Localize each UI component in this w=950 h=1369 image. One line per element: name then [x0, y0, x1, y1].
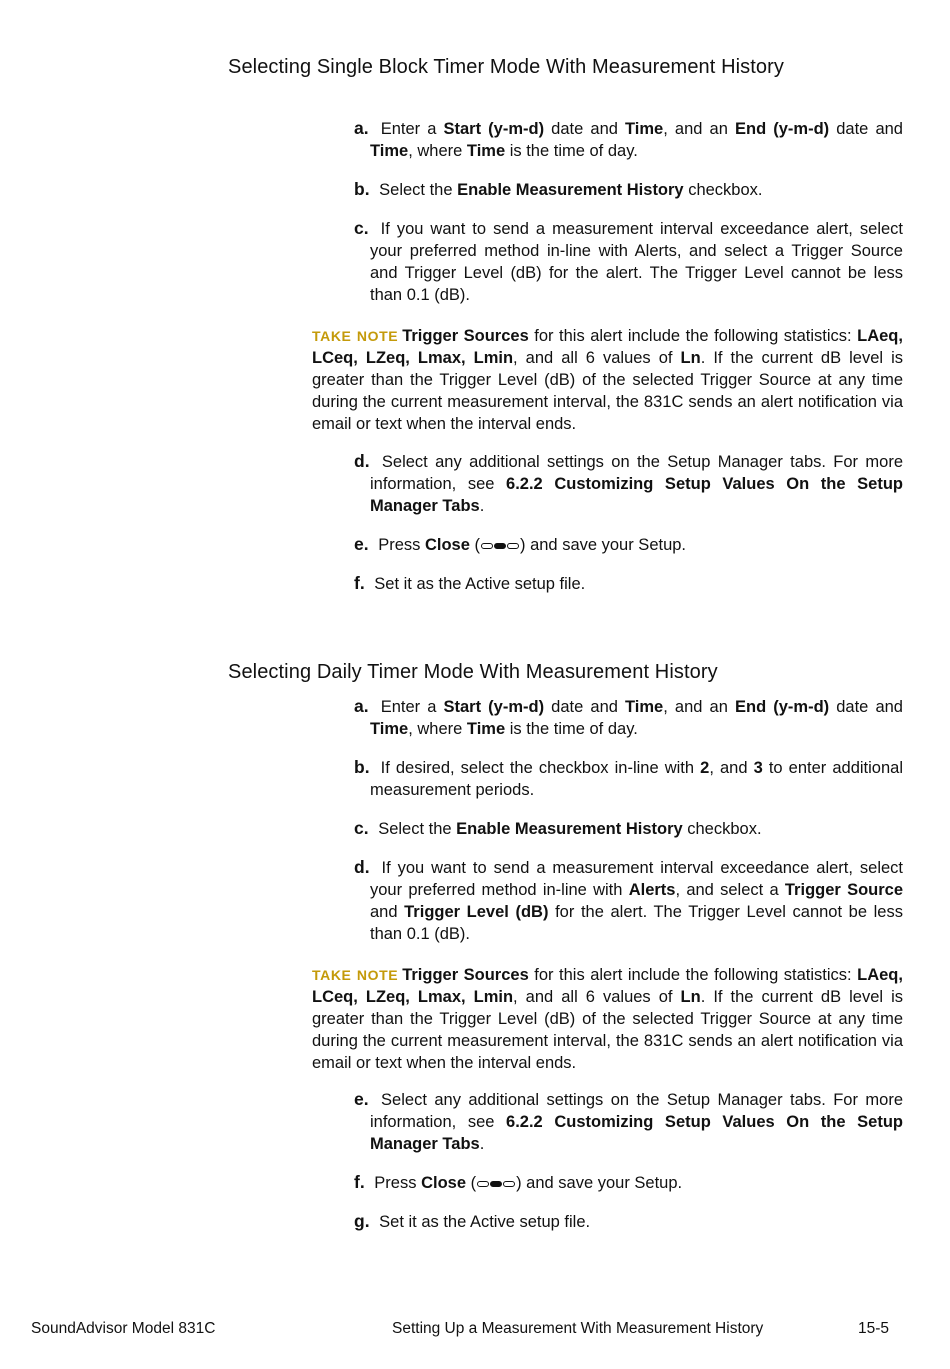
step-d: d. Select any additional settings on the Setup Manager tabs. For more information, see 6.2.2 Customizing Setup Values On the Setup Manager Tabs.: [354, 451, 903, 515]
step-e: e. Select any additional settings on the Setup Manager tabs. For more information, see 6.2.2 Customizing Setup Values On the Setup Manager Tabs.: [354, 1089, 903, 1153]
footer-product-name: SoundAdvisor Model 831C: [31, 1320, 216, 1337]
steps-daily-cont: [354, 1088, 903, 1249]
step-b: b. Select the Enable Measurement History checkbox.: [354, 179, 763, 199]
step-a: a. Enter a Start (y-m-d) date and Time, and an End (y-m-d) date and Time, where Time is the time of day.: [354, 696, 903, 738]
take-note-daily: TAKE NOTE Trigger Sources for this alert include the following statistics: LAeq, LCeq, LZeq, Lmax, Lmin, and all 6 values of Ln. If the current dB level is greater than the Trigger Level (dB) of the selected Trigger Source at any time during the current measurement interval, the 831C sends an alert notification via email or text when the interval ends.: [312, 966, 903, 1072]
step-g: g. Set it as the Active setup file.: [354, 1211, 591, 1231]
step-c: c. Select the Enable Measurement History checkbox.: [354, 818, 762, 838]
section-heading-daily: Selecting Daily Timer Mode With Measurement History: [228, 661, 718, 683]
section-heading-single-block: Selecting Single Block Timer Mode With Measurement History: [228, 56, 785, 78]
steps-single-block: [354, 117, 903, 322]
steps-daily: [354, 695, 903, 961]
step-f: f. Press Close ( ) and save your Setup.: [354, 1172, 683, 1192]
step-e: e. Press Close ( ) and save your Setup.: [354, 534, 687, 554]
step-c: c. If you want to send a measurement interval exceedance alert, select your preferred method in-line with Alerts, and select a Trigger Source and Trigger Level (dB) for the alert. The Trigger Level cannot be less than 0.1 (dB).: [354, 218, 903, 304]
close-button-icon: [481, 543, 519, 549]
close-button-icon: [477, 1181, 515, 1187]
step-d: d. If you want to send a measurement interval exceedance alert, select your preferred method in-line with Alerts, and select a Trigger Source and Trigger Level (dB) for the alert. The Trigger Level cannot be less than 0.1 (dB).: [354, 857, 904, 943]
take-note-single-block: TAKE NOTE Trigger Sources for this alert include the following statistics: LAeq, LCeq, LZeq, Lmax, Lmin, and all 6 values of Ln. If the current dB level is greater than the Trigger Level (dB) of the selected Trigger Source at any time during the current measurement interval, the 831C sends an alert notification via email or text when the interval ends.: [312, 327, 903, 433]
step-b: b. If desired, select the checkbox in-line with 2, and 3 to enter additional measurement periods.: [354, 757, 903, 799]
step-f: f. Set it as the Active setup file.: [354, 573, 586, 593]
footer-chapter-title: Setting Up a Measurement With Measurement History: [392, 1320, 764, 1337]
step-a: a. Enter a Start (y-m-d) date and Time, and an End (y-m-d) date and Time, where Time is the time of day.: [354, 118, 903, 160]
footer-page-number: 15-5: [858, 1320, 890, 1337]
steps-single-block-cont: [354, 450, 903, 611]
